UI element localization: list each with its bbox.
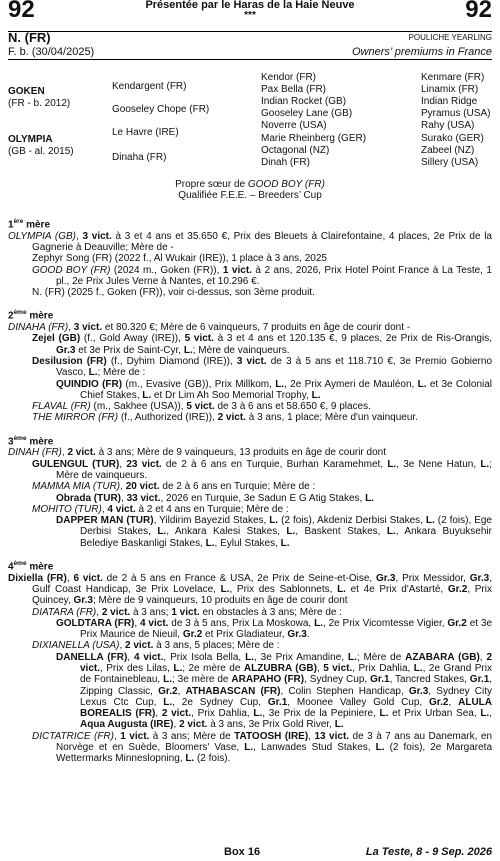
- horse-info: F. b. (30/04/2025): [8, 46, 95, 58]
- horse-header: [8, 31, 492, 60]
- consignor-title: Présentée par le Haras de la Haie Neuve: [145, 0, 355, 11]
- pedigree-gen3: Octagonal (NZ): [261, 145, 330, 156]
- pedigree-gen3: Noverre (USA): [261, 120, 327, 131]
- dam-info: (GB - al. 2015): [8, 146, 74, 157]
- produce-entry: DAPPER MAN (TUR), Yildirim Bayezid Stakes, L. (2 fois), Akdeniz Derbisi Stakes, L. (2 fois), Ege Derbisi Stakes, L., Ankara Kalesi Stakes, L., Baskent Stakes, L., Ankara Buyuksehir Belediye Baskanligi Stakes, L., Eylul Stakes, L.: [56, 515, 492, 549]
- pedigree-gen3: Dinah (FR): [261, 157, 310, 168]
- produce-entry: DIXIANELLA (USA), 2 vict. à 3 ans, 5 places; Mère de :: [32, 640, 280, 652]
- section-heading-first-dam: 1ère mère: [8, 218, 51, 231]
- section-heading-second-dam: 2ème mère: [8, 309, 54, 322]
- produce-entry: Zejel (GB) (f., Gold Away (IRE)), 5 vict. à 3 et 4 ans et 120.135 €, 9 places, 2e Prix de Ris-Orangis, Gr.3 et 3e Prix de Saint-Cyr, L.; Mère de vainqueurs.: [32, 333, 492, 356]
- pedigree-gen4: Kenmare (FR): [421, 72, 485, 83]
- pedigree-gen3: Marie Rheinberg (GER): [261, 133, 367, 144]
- produce-entry: N. (FR) (2025 f., Goken (FR)), voir ci-dessus, son 3ème produit.: [32, 287, 315, 299]
- pedigree-gen4: Rahy (USA): [421, 120, 475, 131]
- horse-name: N. (FR): [8, 30, 51, 45]
- pedigree-gen4: Pyramus (USA): [421, 108, 491, 119]
- produce-entry: GOOD BOY (FR) (2024 m., Goken (FR)), 1 vict. à 2 ans, 2026, Prix Hotel Point France à La Teste, 1 pl., 2e Prix Jules Verne à Nantes, et 10.296 €.: [32, 264, 492, 287]
- section-heading-fourth-dam: 4ème mère: [8, 560, 54, 573]
- produce-entry: Zephyr Song (FR) (2022 f., Al Wukair (IRE)), 1 place à 3 ans, 2025: [32, 253, 327, 265]
- pedigree-gen4: Sillery (USA): [421, 157, 479, 168]
- divider: [8, 59, 492, 60]
- pedigree-gen2: Dinaha (FR): [112, 152, 167, 163]
- produce-entry: DICTATRICE (FR), 1 vict. à 3 ans; Mère de TATOOSH (IRE), 13 vict. de 3 à 7 ans au Danemark, en Norvège et en Suède, Bloomers' Vase, L., Lanwades Stud Stakes, L. (2 fois), 2e Margareta Wettermarks Minneslopning, L. (2 fois).: [32, 730, 493, 765]
- sister-note: Propre sœur de GOOD BOY (FR): [175, 179, 325, 190]
- pedigree-gen4: Zabeel (NZ): [421, 145, 475, 156]
- pedigree-gen3: Gooseley Lane (GB): [261, 108, 353, 119]
- dam-entry: OLYMPIA (GB), 3 vict. à 3 et 4 ans et 35.650 €, Prix des Bleuets à Clairefontaine, 4 places, 2e Prix de la Gagnerie à Deauville; Mère de -: [8, 230, 492, 253]
- qualification-note: Qualifiée F.E.E. – Breeders’ Cup: [178, 190, 322, 201]
- lot-number: 92: [8, 0, 35, 23]
- produce-entry: DIATARA (FR), 2 vict. à 3 ans; 1 vict. en obstacles à 3 ans; Mère de :: [32, 606, 342, 618]
- sire-info: (FR - b. 2012): [8, 98, 71, 109]
- pedigree-gen4: Indian Ridge: [421, 96, 478, 107]
- produce-entry: DANELLA (FR), 4 vict., Prix Isola Bella, L., 3e Prix Amandine, L.; Mère de AZABARA (GB), 2 vict., Prix des Lilas, L.; 2e mère de ALZUBRA (GB), 5 vict., Prix Dahlia, L., 2e Grand Prix de Fontainebleau, L.; 3e mère de ARAPAHO (FR), Sydney Cup, Gr.1, Tancred Stakes, Gr.1, Zipping Classic, Gr.2, ATHABASCAN (FR), Colin Stephen Handicap, Gr.3, Sydney City Lexus Ctc Cup, L., 2e Sydney Cup, Gr.1, Moonee Valley Gold Cup, Gr.2, ALULA BOREALIS (FR), 2 vict., Prix Dahlia, L., 3e Prix de la Pepiniere, L. et Prix Urban Sea, L., Aqua Augusta (IRE), 2 vict. à 3 ans, 3e Prix Gold River, L.: [56, 651, 493, 731]
- produce-entry: Obrada (TUR), 33 vict., 2026 en Turquie, 3e Sadun E G Atig Stakes, L.: [56, 492, 374, 504]
- sire-name: GOKEN: [8, 86, 45, 97]
- pedigree-gen2: Kendargent (FR): [112, 81, 187, 92]
- dam-entry: DINAHA (FR), 3 vict. et 80.320 €; Mère de 6 vainqueurs, 7 produits en âge de courir dont -: [8, 322, 411, 334]
- produce-entry: THE MIRROR (FR) (f., Authorized (IRE)), 2 vict. à 3 ans, 1 place; Mère d'un vainqueur.: [32, 412, 418, 424]
- pedigree-text: [8, 212, 492, 765]
- pedigree-gen3: Kendor (FR): [261, 72, 317, 83]
- produce-entry: QUINDIO (FR) (m., Evasive (GB)), Prix Millkom, L., 2e Prix Aymeri de Mauléon, L. et 3e Colonial Chief Stakes, L. et Dr Lim Ah Soo Memorial Trophy, L.: [56, 378, 493, 401]
- produce-entry: GULENGUL (TUR), 23 vict. de 2 à 6 ans en Turquie, Burhan Karamehmet, L., 3e Nene Hatun, L.; Mère de vainqueurs.: [32, 458, 492, 481]
- category-label: POULICHE YEARLING: [408, 33, 492, 42]
- dam-entry: Dixiella (FR), 6 vict. de 2 à 5 ans en France & USA, 2e Prix de Seine-et-Oise, Gr.3, Prix Messidor, Gr.3, Gulf Coast Handicap, 3e Prix Lovelace, L., Prix des Sablonnets, L. et 4e Prix d'Astarté, Gr.2, Prix Quincey, Gr.3; Mère de 9 vainqueurs, 10 produits en âge de courir dont: [8, 572, 492, 607]
- produce-entry: GOLDTARA (FR), 4 vict. de 3 à 5 ans, Prix La Moskowa, L., 2e Prix Vicomtesse Vigier, Gr.2 et 3e Prix Maurice de Nieuil, Gr.2 et Prix Gladiateur, Gr.3.: [56, 617, 492, 641]
- divider: [8, 31, 492, 32]
- stars: ***: [244, 10, 256, 21]
- pedigree-gen3: Indian Rocket (GB): [261, 96, 347, 107]
- pedigree-gen2: Le Havre (IRE): [112, 127, 179, 138]
- section-heading-third-dam: 3ème mère: [8, 434, 54, 448]
- lot-number: 92: [465, 0, 492, 23]
- box-label: Box 16: [224, 846, 261, 858]
- sale-label: La Teste, 8 - 9 Sep. 2026: [365, 846, 492, 858]
- dam-name: OLYMPIA: [8, 134, 53, 145]
- pedigree-gen4: Linamix (FR): [421, 84, 479, 95]
- dam-entry: DINAH (FR), 2 vict. à 3 ans; Mère de 9 vainqueurs, 13 produits en âge de courir dont: [8, 447, 386, 459]
- produce-entry: MAMMA MIA (TUR), 20 vict. de 2 à 6 ans en Turquie; Mère de :: [32, 481, 316, 493]
- produce-entry: FLAVAL (FR) (m., Sakhee (USA)), 5 vict. de 3 à 6 ans et 58.650 €, 9 places.: [32, 401, 371, 413]
- produce-entry: MOHITO (TUR), 4 vict. à 2 et 4 ans en Turquie; Mère de :: [32, 503, 289, 515]
- pedigree-gen4: Surako (GER): [421, 133, 484, 144]
- pedigree-gen3: Pax Bella (FR): [261, 84, 327, 95]
- premiums-label: Owners’ premiums in France: [352, 46, 492, 58]
- produce-entry: Desilusion (FR) (f., Dyhim Diamond (IRE)), 3 vict. de 3 à 5 ans et 118.710 €, 3e Premio Gobierno Vasco, L.; Mère de :: [32, 355, 492, 379]
- pedigree-gen2: Gooseley Chope (FR): [112, 104, 210, 115]
